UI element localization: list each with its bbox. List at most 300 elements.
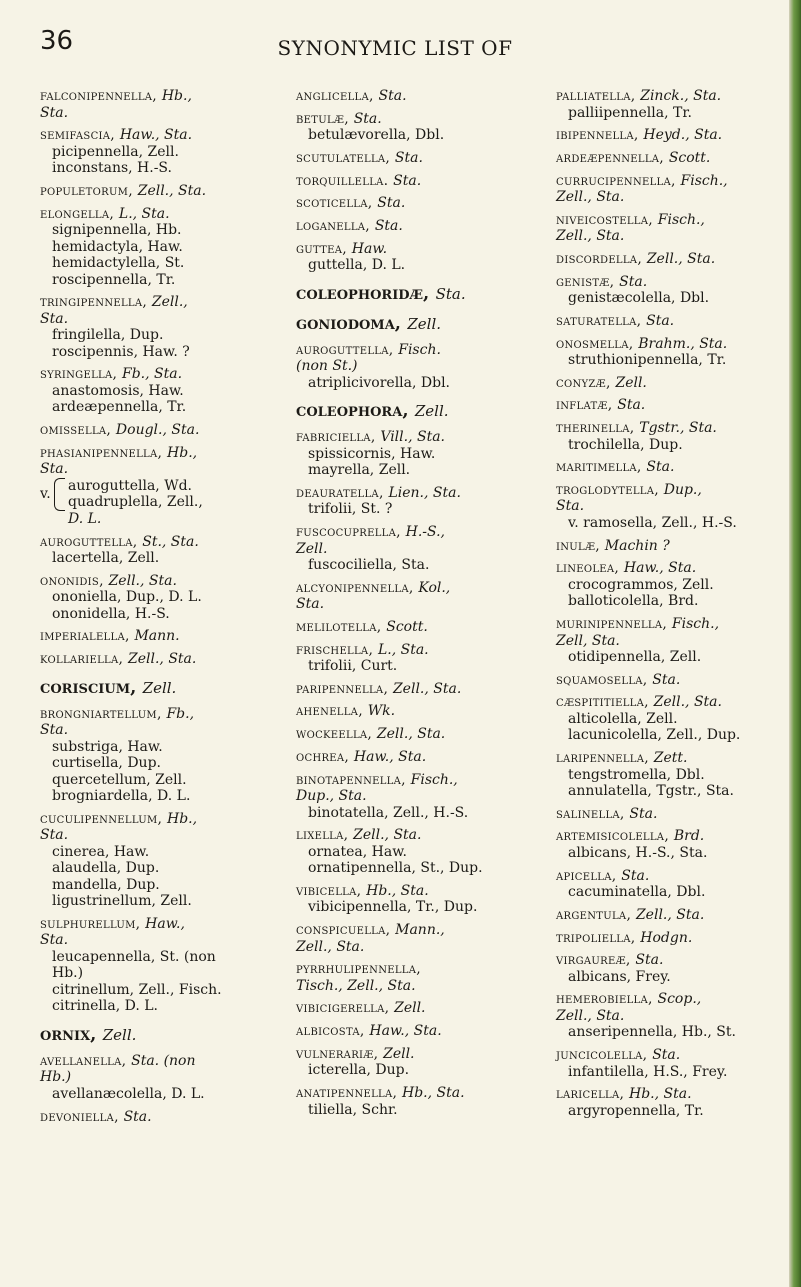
species-entry [296, 150, 534, 167]
species-entry [556, 1086, 794, 1119]
species-entry [296, 961, 534, 994]
synonym: guttella, D. L. [308, 257, 406, 274]
species-entry [556, 459, 794, 476]
species-author: Zell. [383, 1045, 415, 1062]
species-entry [40, 916, 278, 1015]
column-2 [296, 88, 534, 1124]
synonym: ornatea, Haw. [308, 843, 407, 860]
species-author: Haw. [351, 240, 388, 257]
species-name: anatipennella, [296, 1085, 402, 1101]
entry-line [296, 342, 534, 359]
species-author-cont: Zell., Sta. [556, 189, 625, 206]
species-name: vibicella, [296, 882, 367, 899]
entry-line [40, 811, 278, 828]
entry-line [296, 1046, 534, 1063]
entry-line [296, 619, 534, 636]
species-name: discordella, [556, 250, 647, 267]
species-entry [40, 1109, 278, 1126]
species-name: guttea, [296, 240, 352, 257]
species-entry [556, 251, 794, 268]
entry-line [296, 218, 534, 235]
entry-line [40, 311, 278, 328]
species-name: ochrea, [296, 748, 354, 765]
species-name: lixella, [296, 827, 354, 844]
species-author: Zinck., Sta. [640, 88, 722, 104]
synonym: cacuminatella, Dbl. [568, 884, 706, 901]
species-entry [296, 429, 534, 479]
entry-line [556, 212, 794, 229]
synonym: hemidactyla, Haw. [52, 238, 183, 255]
entry-line [296, 596, 534, 613]
entry-line [296, 883, 534, 900]
species-author: Fb., [166, 705, 195, 722]
species-name: falconipennella, [40, 88, 162, 104]
species-author: Haw., Sta. [353, 748, 427, 765]
species-author: Zell. [394, 1000, 426, 1017]
genus-name: goniodoma, [296, 312, 402, 334]
synonym: v. ramosella, Zell., H.-S. [568, 514, 737, 531]
species-name: juncicolella, [556, 1047, 653, 1064]
species-author-cont: Zell, Sta. [556, 632, 620, 649]
synonym: albicans, Frey. [568, 968, 671, 985]
species-name: auroguttella, [40, 533, 143, 550]
species-author: Sta. [646, 459, 675, 476]
entry-line [296, 1000, 534, 1017]
species-entry [556, 397, 794, 414]
species-entry [296, 642, 534, 675]
entry-line [40, 827, 278, 844]
species-name: hemerobiella, [556, 991, 658, 1008]
species-author-cont: Sta. [40, 310, 69, 327]
synonym: picipennella, Zell. [52, 143, 179, 160]
species-author: Brd. [673, 828, 705, 845]
page-number: 36 [40, 26, 74, 56]
entry-line [556, 952, 794, 969]
entry-line [296, 703, 534, 720]
species-entry [556, 150, 794, 167]
synonym: anastomosis, Haw. [52, 382, 184, 399]
synonym: mandella, Dup. [52, 876, 160, 893]
species-author: L., Sta. [377, 641, 429, 658]
species-entry [40, 422, 278, 439]
entry-line [296, 827, 534, 844]
synonym: icterella, Dup. [308, 1062, 410, 1079]
entry-line [40, 573, 278, 590]
species-author: Fb., Sta. [121, 366, 183, 383]
entry-line [296, 788, 534, 805]
species-name: ahenella, [296, 703, 368, 720]
species-name: auroguttella, [296, 341, 399, 358]
species-name: phasianipennella, [40, 444, 168, 461]
species-entry [556, 828, 794, 861]
species-entry [40, 651, 278, 668]
species-name: scutulatella, [296, 149, 395, 166]
entry-line [296, 485, 534, 502]
species-entry [556, 313, 794, 330]
species-author: Lien., Sta. [388, 484, 461, 501]
species-author-cont: Sta. [40, 932, 69, 949]
species-author: Sta. [652, 1047, 681, 1064]
entry-line [296, 922, 534, 939]
entry-line [556, 274, 794, 291]
species-entry [296, 173, 534, 190]
species-author: Scop., [657, 991, 702, 1008]
species-author: Zell., Sta. [646, 250, 716, 267]
species-author: Haw., [145, 915, 185, 932]
entry-line [556, 88, 794, 105]
species-name: therinella, [556, 420, 640, 437]
species-author: Sta. [652, 671, 681, 688]
synonym: citrinella, D. L. [52, 998, 158, 1015]
synonym: roscipennis, Haw. ? [52, 343, 190, 360]
species-author: Hodgn. [640, 929, 693, 946]
entry-line [296, 1085, 534, 1102]
entry-line [556, 1047, 794, 1064]
synonym: quercetellum, Zell. [52, 771, 187, 788]
species-name: vulnerariæ, [296, 1045, 384, 1062]
entry-line [556, 633, 794, 650]
species-author: H.-S., [405, 524, 445, 540]
species-author: Sta. [394, 149, 423, 166]
entry-line [296, 173, 534, 190]
species-name: melilotella, [296, 618, 387, 635]
species-author: Sta. [619, 273, 648, 290]
species-author-cont: Sta. [296, 596, 325, 613]
synonym: genistæcolella, Dbl. [568, 290, 710, 307]
synonym: brogniardella, D. L. [52, 788, 191, 805]
species-author: Sta. [393, 172, 422, 189]
species-name: lineolea, [556, 560, 624, 577]
species-name: maritimella, [556, 459, 647, 476]
species-author-cont: Sta. [40, 827, 69, 844]
species-name: squamosella, [556, 671, 653, 688]
species-entry [556, 868, 794, 901]
entry-line [556, 482, 794, 499]
genus-author: Zell. [102, 1025, 137, 1044]
entry-line [556, 806, 794, 823]
species-entry [556, 482, 794, 532]
entry-line [40, 461, 278, 478]
brace-icon [54, 478, 65, 511]
species-entry [40, 534, 278, 567]
species-author: Sta. [621, 867, 650, 884]
species-name: argentula, [556, 906, 636, 923]
variety-line: quadruplella, Zell., [68, 494, 203, 511]
species-author: Zell., Sta. [128, 651, 197, 668]
entry-line [556, 150, 794, 167]
species-author: Hb., Sta. [629, 1086, 692, 1103]
page-header [0, 26, 790, 66]
entry-line [296, 978, 534, 995]
synonym: struthionipennella, Tr. [568, 352, 727, 368]
species-entry [556, 750, 794, 800]
species-author: Scott. [386, 618, 428, 635]
species-name: populetorum, [40, 182, 138, 199]
synonym: fuscociliella, Sta. [308, 557, 430, 573]
synonym: trifolii, Curt. [308, 658, 398, 675]
species-author: Hb., Sta. [402, 1085, 465, 1101]
species-name: brongniartellum, [40, 705, 167, 722]
species-entry [296, 1046, 534, 1079]
entry-line [296, 429, 534, 446]
species-name: salinella, [556, 805, 630, 822]
variety-brace [40, 478, 278, 511]
species-entry [40, 127, 278, 177]
species-author: Fisch. [398, 341, 441, 358]
variety-tail: D. L. [68, 510, 102, 527]
species-entry [296, 703, 534, 720]
entry-line [296, 195, 534, 212]
species-entry [40, 206, 278, 289]
species-entry [556, 616, 794, 666]
synonym: Hb.) [52, 965, 84, 982]
species-author: Zell., Sta. [376, 726, 446, 743]
species-author-cont: Sta. [556, 498, 585, 515]
synonym: palliipennella, Tr. [568, 104, 692, 121]
genus-author: Zell. [414, 402, 449, 421]
synonym: anseripennella, Hb., St. [568, 1024, 736, 1041]
synonym: citrinellum, Zell., Fisch. [52, 981, 222, 998]
synonym: spissicornis, Haw. [308, 445, 436, 462]
entry-line [296, 961, 534, 978]
species-entry [296, 1023, 534, 1040]
synonym: atriplicivorella, Dbl. [308, 374, 451, 391]
species-name: anglicella, [296, 88, 379, 104]
genus-heading [40, 678, 278, 698]
entry-line [40, 105, 278, 122]
synonym: otidipennella, Zell. [568, 649, 702, 665]
synonym: ardeæpennella, Tr. [52, 399, 187, 416]
entry-line [40, 706, 278, 723]
species-author: St., Sta. [142, 533, 199, 550]
genus-name: coleophoridæ, [296, 282, 430, 304]
species-entry [556, 1047, 794, 1080]
entry-line [556, 127, 794, 144]
synonym: albicans, H.-S., Sta. [568, 844, 708, 861]
species-name: apicella, [556, 867, 622, 884]
species-name: cæspititiella, [556, 694, 654, 711]
species-entry [40, 445, 278, 528]
entry-line [556, 459, 794, 476]
species-entry [556, 907, 794, 924]
species-author: Zell. [615, 374, 647, 391]
species-author: Haw., Sta. [369, 1023, 442, 1040]
species-entry [296, 681, 534, 698]
entry-line [556, 750, 794, 767]
species-entry [556, 173, 794, 206]
species-name: artemisicolella, [556, 828, 674, 845]
species-name: avellanella, [40, 1052, 132, 1069]
column-3 [556, 88, 794, 1125]
species-author: Dup., [663, 481, 702, 498]
entry-line [556, 560, 794, 577]
genus-author: Zell. [142, 678, 177, 697]
species-name: loganella, [296, 217, 375, 234]
entry-line [296, 939, 534, 956]
species-entry [556, 375, 794, 392]
entry-line [296, 580, 534, 597]
synonym: argyropennella, Tr. [568, 1102, 704, 1119]
species-author-cont: Zell. [296, 540, 328, 557]
synonym: inconstans, H.-S. [52, 160, 172, 177]
entry-line [296, 358, 534, 375]
species-author: Zett. [653, 750, 688, 767]
genus-author: Zell. [407, 314, 442, 333]
species-author: Vill., Sta. [380, 429, 445, 446]
entry-line [40, 651, 278, 668]
synonym: ornatipennella, St., Dup. [308, 860, 483, 877]
species-name: pyrrhulipennella, [296, 961, 422, 978]
entry-line [556, 251, 794, 268]
species-author-cont: Zell., Sta. [296, 938, 365, 955]
species-author: Sta. [635, 952, 664, 969]
species-name: semifascia, [40, 127, 120, 144]
species-author: Tgstr., Sta. [639, 420, 717, 437]
species-name: currucipennella, [556, 172, 681, 189]
synonym: roscipennella, Tr. [52, 271, 176, 288]
species-author: Sta. [353, 110, 382, 127]
species-author: Brahm., Sta. [638, 335, 728, 352]
synonym: infantilella, H.S., Frey. [568, 1063, 728, 1080]
entry-line [556, 313, 794, 330]
species-entry [296, 922, 534, 955]
species-name: inflatæ, [556, 397, 618, 414]
entry-line [296, 111, 534, 128]
species-author: L., Sta. [118, 205, 170, 222]
species-entry [556, 560, 794, 610]
running-title: SYNONYMIC LIST OF [277, 36, 513, 60]
synonym: ononidella, H.-S. [52, 605, 170, 622]
species-entry [556, 672, 794, 689]
species-name: conspicuella, [296, 922, 396, 939]
species-entry [556, 694, 794, 744]
species-name: torquillella. [296, 172, 394, 189]
species-entry [556, 806, 794, 823]
entry-line [556, 420, 794, 437]
species-name: palliatella, [556, 88, 641, 104]
species-author: Hb., Sta. [366, 882, 429, 899]
entry-line [296, 772, 534, 789]
species-author: Zell., Sta. [108, 572, 177, 589]
entry-line [556, 1008, 794, 1025]
entry-line [556, 694, 794, 711]
species-name: murinipennella, [556, 616, 672, 632]
synonym: alaudella, Dup. [52, 860, 160, 877]
entry-line [556, 538, 794, 555]
species-author-cont: Dup., Sta. [296, 788, 367, 804]
species-author: Zell., [151, 294, 188, 311]
entry-line [556, 1086, 794, 1103]
entry-line [40, 534, 278, 551]
species-name: ononidis, [40, 572, 109, 589]
species-name: inulæ, [556, 537, 605, 554]
species-entry [40, 366, 278, 416]
species-name: ibipennella, [556, 127, 644, 144]
species-entry [296, 1085, 534, 1118]
synonym: annulatella, Tgstr., Sta. [568, 783, 734, 800]
synonym: alticolella, Zell. [568, 710, 678, 727]
entry-line [556, 173, 794, 190]
species-name: kollariella, [40, 651, 128, 668]
entry-line [556, 616, 794, 633]
species-entry [556, 991, 794, 1041]
species-entry [296, 241, 534, 274]
entry-line [40, 127, 278, 144]
species-author-cont: (non St.) [296, 358, 358, 375]
species-name: alcyonipennella, [296, 579, 419, 596]
variety-line: auroguttella, Wd. [68, 477, 193, 494]
species-name: fabriciella, [296, 429, 381, 446]
species-name: cuculipennellum, [40, 810, 167, 827]
species-name: conyzæ, [556, 374, 616, 391]
species-name: scoticella, [296, 195, 378, 212]
entry-line [40, 932, 278, 949]
entry-line [40, 1053, 278, 1070]
species-entry [40, 1053, 278, 1103]
synonym: ligustrinellum, Zell. [52, 893, 192, 910]
entry-line [296, 1023, 534, 1040]
species-author: Sta. [378, 88, 407, 104]
species-name: niveicostella, [556, 211, 658, 228]
species-author: Heyd., Sta. [643, 127, 723, 144]
page-edge-strip [789, 0, 801, 1287]
synonym: balloticolella, Brd. [568, 593, 699, 610]
entry-line [556, 336, 794, 353]
entry-line [296, 241, 534, 258]
species-author: Sta. [377, 195, 406, 212]
species-entry [40, 294, 278, 360]
synonym: ononiella, Dup., D. L. [52, 589, 202, 606]
species-name: betulæ, [296, 110, 354, 127]
entry-line [296, 749, 534, 766]
species-entry [40, 628, 278, 645]
species-entry [40, 811, 278, 910]
species-name: tringipennella, [40, 294, 152, 311]
species-author: Scott. [668, 149, 711, 166]
species-entry [556, 336, 794, 369]
species-author: Wk. [367, 703, 396, 720]
species-entry [296, 485, 534, 518]
synonym: trochilella, Dup. [568, 436, 683, 453]
species-author-cont: Zell., Sta. [556, 1007, 625, 1024]
species-author: Zell., Sta. [635, 906, 705, 923]
species-author: Mann. [134, 628, 180, 645]
entry-line [40, 422, 278, 439]
species-entry [40, 573, 278, 623]
species-entry [556, 88, 794, 121]
entry-line [40, 722, 278, 739]
species-name: onosmella, [556, 335, 639, 352]
entry-line [556, 868, 794, 885]
species-name: tripoliella, [556, 929, 641, 946]
synonym: binotatella, Zell., H.-S. [308, 804, 469, 821]
species-author: Sta. [374, 217, 403, 234]
entry-line [556, 189, 794, 206]
species-author: Fisch., [410, 771, 458, 788]
species-name: imperialella, [40, 628, 135, 645]
species-author: Hb., [166, 810, 198, 827]
species-entry [556, 538, 794, 555]
genus-heading [40, 1025, 278, 1045]
synonym: trifolii, St. ? [308, 501, 393, 518]
entry-line [40, 916, 278, 933]
species-author: Haw., Sta. [119, 127, 193, 144]
species-entry [296, 619, 534, 636]
entry-line [556, 672, 794, 689]
entry-line [40, 1069, 278, 1086]
entry-line [40, 628, 278, 645]
genus-author: Sta. [435, 284, 466, 303]
